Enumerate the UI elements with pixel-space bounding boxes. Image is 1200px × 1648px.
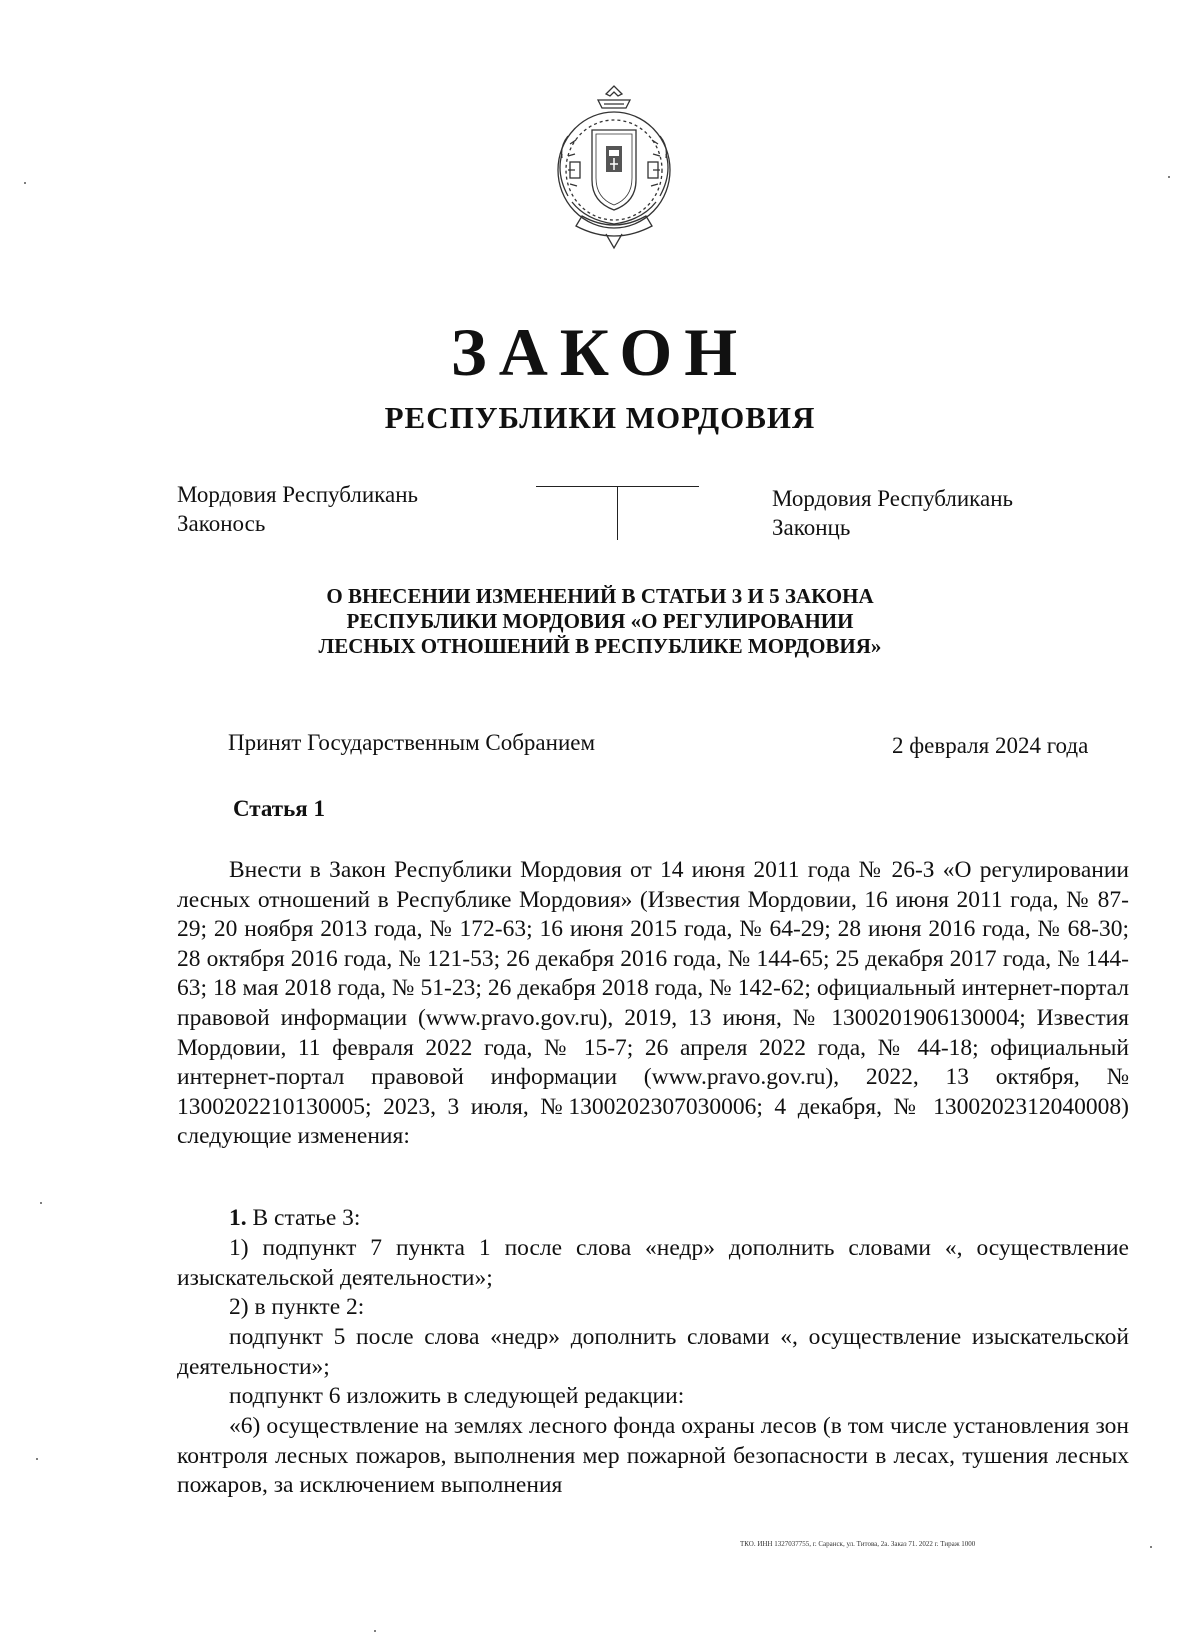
subitem-2: 2) в пункте 2:: [229, 1294, 365, 1320]
heading-line2: РЕСПУБЛИКИ МОРДОВИЯ «О РЕГУЛИРОВАНИИ: [346, 609, 854, 633]
adoption-date: 2 февраля 2024 года: [892, 733, 1089, 758]
law-subtitle: РЕСПУБЛИКИ МОРДОВИЯ: [384, 400, 816, 435]
scan-speck: [24, 182, 26, 184]
item-1-number: 1.: [229, 1205, 247, 1231]
item-1: [177, 1204, 1129, 1234]
adoption-text: Принят Государственным Собранием: [228, 730, 596, 755]
scan-speck: [40, 1202, 42, 1204]
law-title: ЗАКОН: [450, 314, 750, 390]
mordovian-left-line1: Мордовия Республикань: [177, 482, 419, 507]
subitem-1: 1) подпункт 7 пункта 1 после слова «недр» дополнить словами «, осуществление изыскательской деятельности»;: [177, 1235, 1129, 1291]
article-intro: Внести в Закон Республики Мордовия от 14 июня 2011 года № 26-З «О регулировании лесных отношений в Республике Мордовия» (Известия Мордовии, 16 июня 2011 года, № 87-29; 20 ноября 2013 года, № 172-63; 16 июня 2015 года, № 64-29; 28 июня 2016 года, № 68-30; 28 октября 2016 года, № 121-53; 26 декабря 2016 года, № 144-65; 25 декабря 2017 года, № 144-63; 18 мая 2018 года, № 51-23; 26 декабря 2018 года, № 142-62; официальный интернет-портал правовой информации (www.pravo.gov.ru), 2019, 13 июня, № 1300201906130004; Известия Мордовии, 11 февраля 2022 года, № 15-7; 26 апреля 2022 года, № 44-18; официальный интернет-портал правовой информации (www.pravo.gov.ru), 2022, 13 октября, № 1300202210130005; 2023, 3 июля, №1300202307030006; 4 декабря, № 1300202312040008) следующие изменения:: [177, 857, 1129, 1150]
subitem-2c: «6) осуществление на землях лесного фонда охраны лесов (в том числе установления зон контроля лесных пожаров, выполнения мер пожарной безопасности в лесах, тушения лесных пожаров, за исключением выполнения: [177, 1413, 1129, 1499]
subitem-2a: подпункт 5 после слова «недр» дополнить словами «, осуществление изыскательской деятельности»;: [177, 1324, 1129, 1380]
printer-imprint: ТКО. ИНН 1327037755, г. Саранск, ул. Титова, 2а. Заказ 71. 2022 г. Тираж 1000: [740, 1540, 976, 1548]
scan-speck: [374, 1630, 376, 1632]
scan-speck: [1150, 1546, 1152, 1548]
subitem-2b: подпункт 6 изложить в следующей редакции:: [229, 1383, 685, 1409]
scan-speck: [1168, 176, 1170, 178]
heading-line3: ЛЕСНЫХ ОТНОШЕНИЙ В РЕСПУБЛИКЕ МОРДОВИЯ»: [318, 634, 882, 658]
heading-line1: О ВНЕСЕНИИ ИЗМЕНЕНИЙ В СТАТЬИ 3 И 5 ЗАКОНА: [326, 584, 874, 608]
law-heading: [300, 584, 900, 659]
item-1-text: В статье 3:: [246, 1205, 361, 1231]
separator-vertical: [617, 486, 618, 540]
coat-of-arms-emblem: [548, 84, 680, 252]
article-title: Статья 1: [233, 796, 325, 821]
scan-speck: [36, 1458, 38, 1460]
mordovian-right-line2: Законць: [772, 515, 851, 540]
mordovian-title-left: [177, 480, 418, 538]
mordovian-left-line2: Законось: [177, 511, 266, 536]
mordovian-right-line1: Мордовия Республикань: [772, 486, 1014, 511]
mordovian-title-right: [772, 484, 1013, 542]
